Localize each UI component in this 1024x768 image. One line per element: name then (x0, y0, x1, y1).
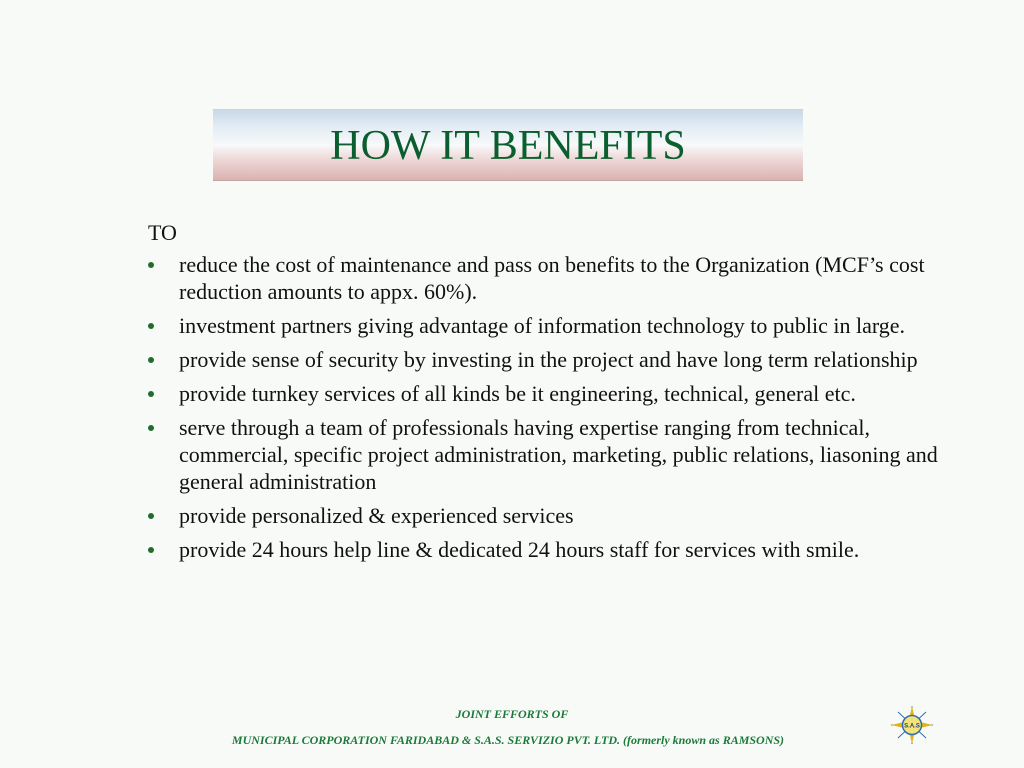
slide-content (148, 219, 948, 570)
bullet-text: provide sense of security by investing in the project and have long term relationship (179, 347, 918, 372)
footer-line-1: JOINT EFFORTS OF (455, 707, 569, 721)
compass-logo-icon (889, 705, 935, 745)
bullet-text: reduce the cost of maintenance and pass on benefits to the Organization (MCF’s cost reduction amounts to appx. 60%). (179, 252, 925, 304)
bullet-list (148, 251, 948, 563)
logo-text: S.A.S (904, 723, 920, 730)
bullet-text: provide personalized & experienced services (179, 503, 574, 528)
list-item (148, 502, 948, 529)
bullet-icon (148, 262, 154, 268)
bullet-icon (148, 547, 154, 553)
list-item (148, 251, 948, 305)
list-item (148, 536, 948, 563)
list-item (148, 312, 948, 339)
bullet-text: serve through a team of professionals having expertise ranging from technical, commercial, specific project administration, marketing, public relations, liasoning and general administration (179, 415, 938, 494)
bullet-text: provide 24 hours help line & dedicated 24 hours staff for services with smile. (179, 537, 860, 562)
bullet-text: provide turnkey services of all kinds be it engineering, technical, general etc. (179, 381, 856, 406)
list-item (148, 380, 948, 407)
title-band (213, 109, 803, 181)
bullet-icon (148, 513, 154, 519)
footer-line-2: MUNICIPAL CORPORATION FARIDABAD & S.A.S. SERVIZIO PVT. LTD. (formerly known as RAMSONS) (231, 733, 785, 747)
bullet-icon (148, 323, 154, 329)
list-item (148, 346, 948, 373)
list-item (148, 414, 948, 495)
bullet-icon (148, 357, 154, 363)
bullet-icon (148, 425, 154, 431)
slide-title: HOW IT BENEFITS (330, 123, 686, 169)
lead-text: TO (148, 220, 177, 245)
bullet-icon (148, 391, 154, 397)
bullet-text: investment partners giving advantage of information technology to public in large. (179, 313, 906, 338)
